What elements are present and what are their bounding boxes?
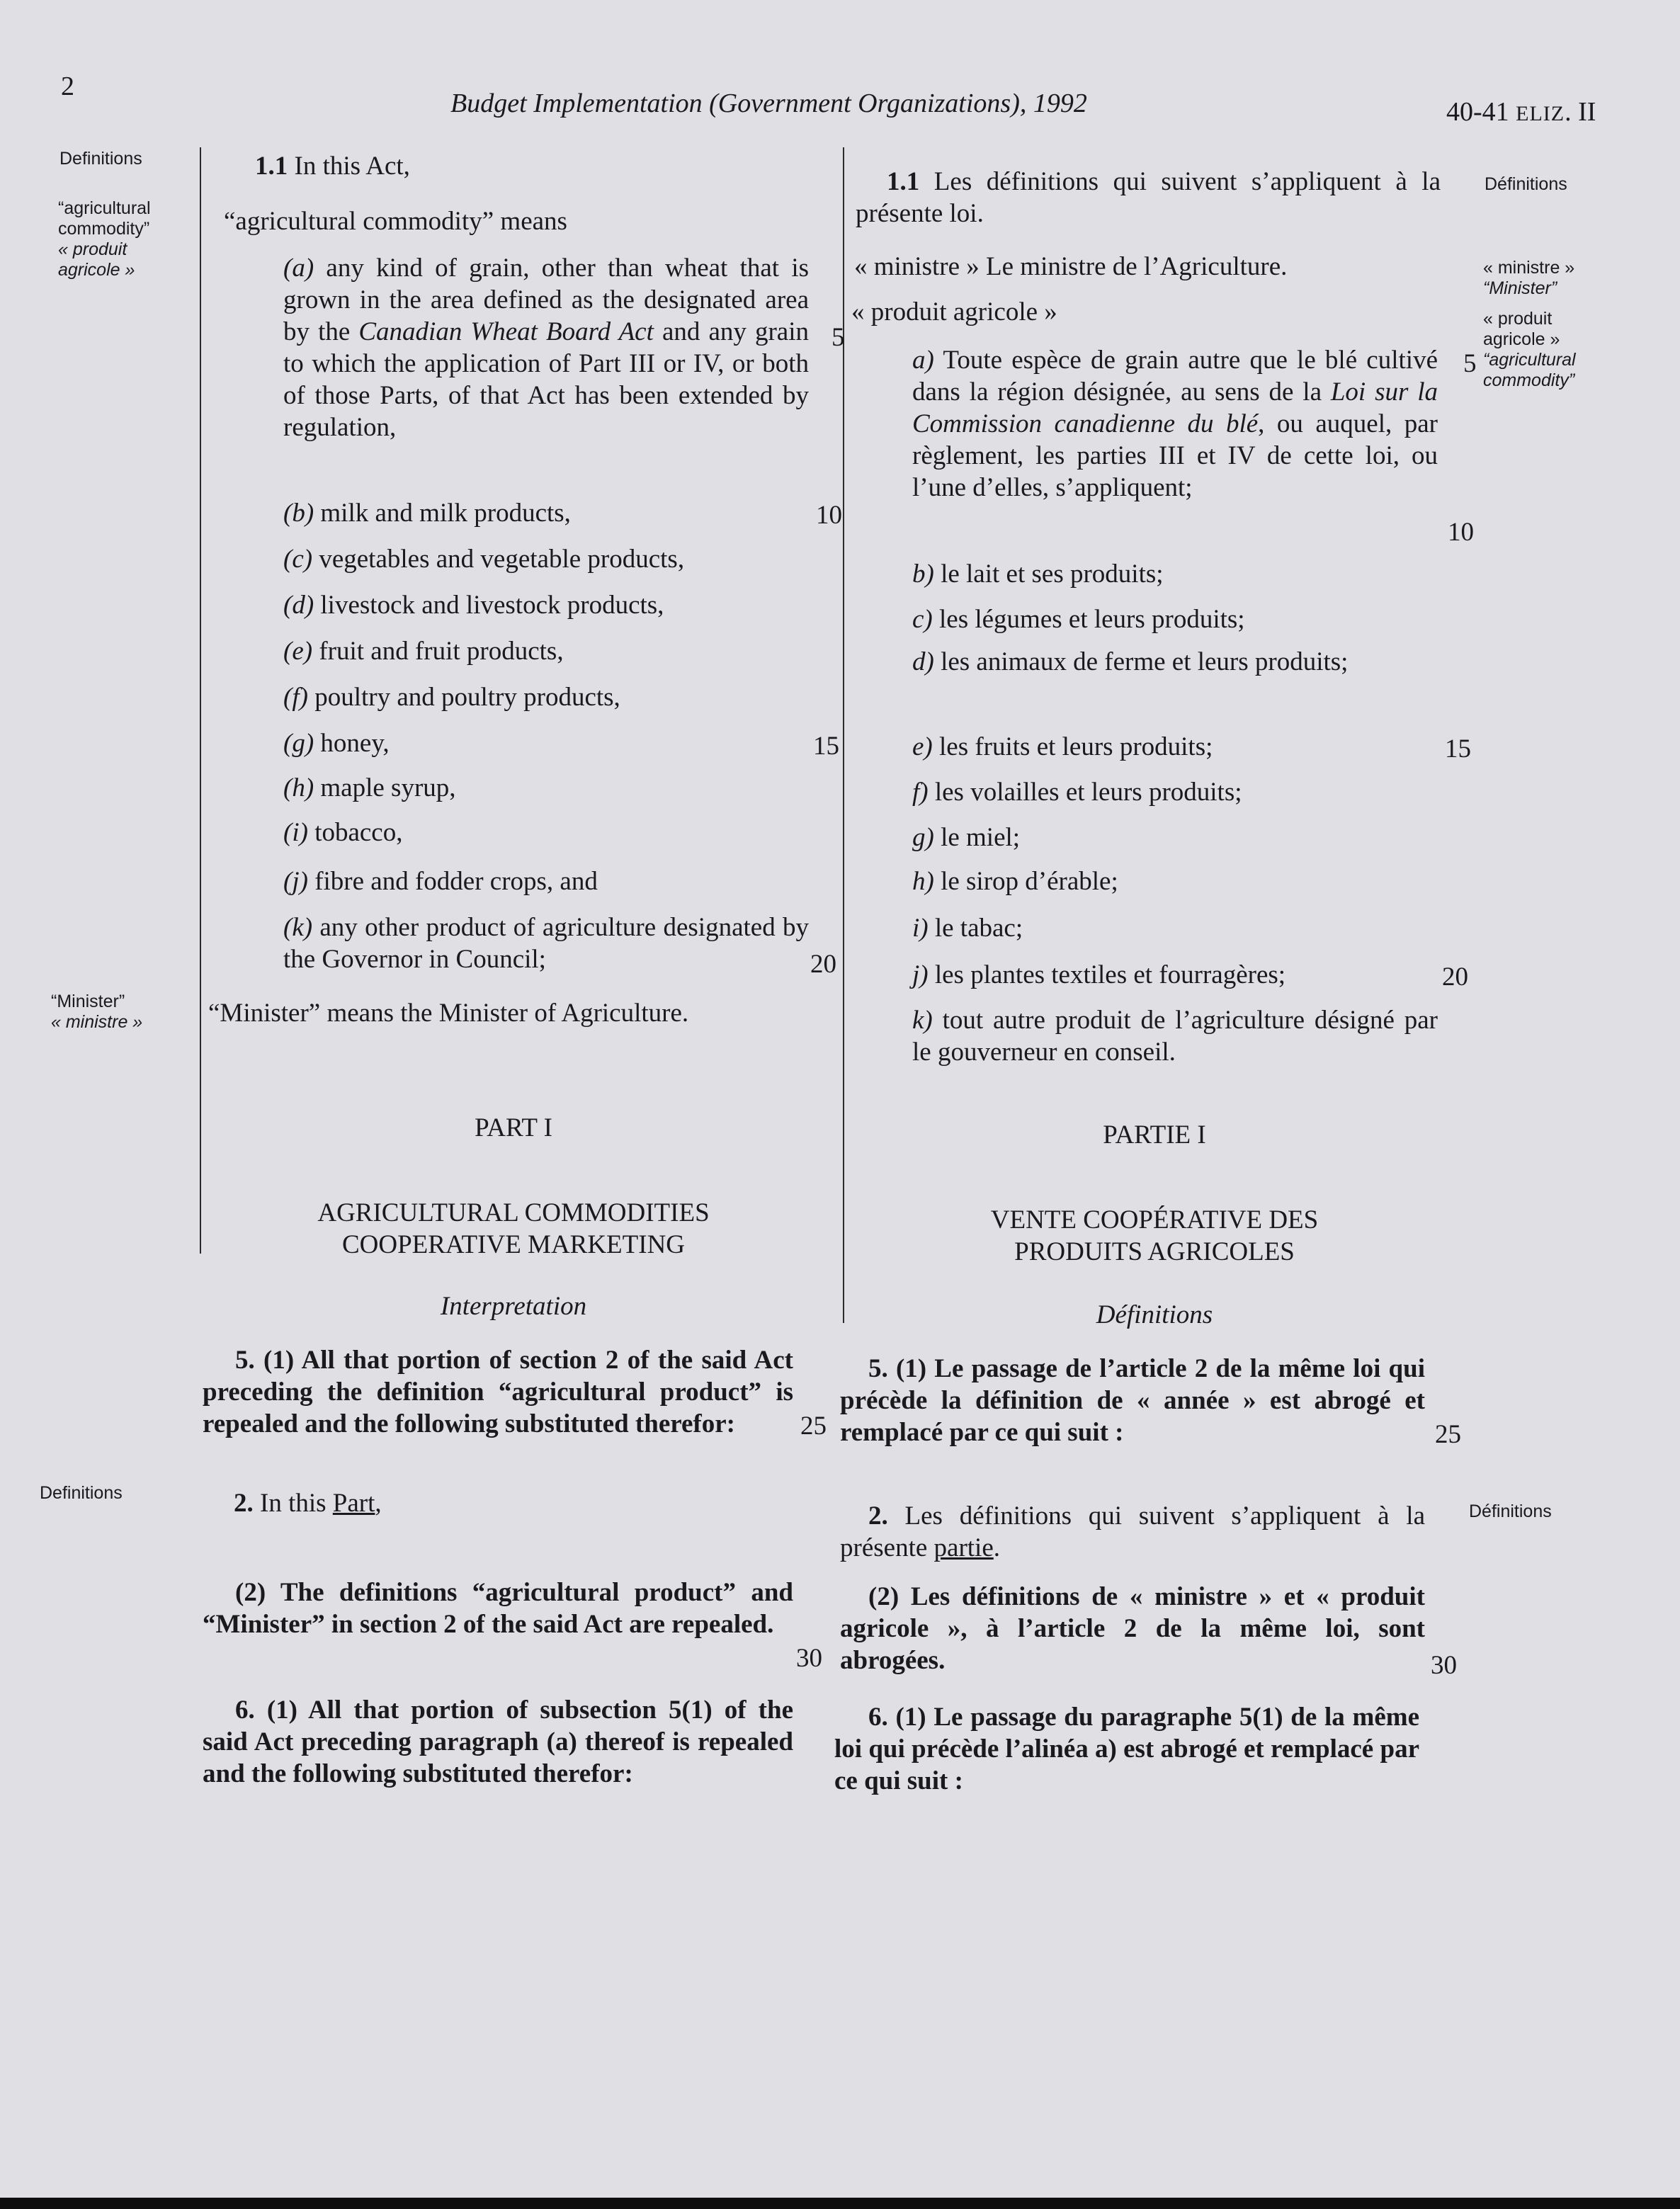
en-line-number-30: 30	[796, 1644, 822, 1673]
fr-line-number-5: 5	[1463, 349, 1477, 378]
fr-ministre-def: « ministre » Le ministre de l’Agriculture.	[854, 252, 1288, 281]
fr-section-2: 2. Les définitions qui suivent s’appliquent à la présente partie.	[840, 1501, 1425, 1562]
fr-item-k: k) tout autre produit de l’agriculture désigné par le gouverneur en conseil.	[912, 1006, 1438, 1067]
fr-definitions-heading: Définitions	[1096, 1300, 1213, 1329]
fr-item-c: c) les légumes et leurs produits;	[912, 605, 1245, 634]
en-section-1-1: 1.1 In this Act,	[255, 152, 410, 181]
en-part-title: AGRICULTURAL COMMODITIES COOPERATIVE MARKETING	[317, 1198, 710, 1259]
en-item-d: (d) livestock and livestock products,	[283, 591, 664, 620]
margin-note-minister: “Minister” « ministre »	[51, 992, 143, 1032]
en-item-h: (h) maple syrup,	[283, 773, 456, 802]
en-part-heading: PART I	[475, 1113, 552, 1142]
margin-note-definitions-2: Definitions	[40, 1483, 123, 1503]
fr-item-b: b) le lait et ses produits;	[912, 560, 1164, 589]
en-agricultural-commodity-def: “agricultural commodity” means	[224, 207, 567, 236]
en-item-k: (k) any other product of agriculture designated by the Governor in Council;	[283, 913, 809, 974]
en-item-c: (c) vegetables and vegetable products,	[283, 545, 685, 574]
margin-note-agricultural-commodity: “agricultural commodity” « produit agricole »	[58, 198, 151, 280]
bottom-edge-band	[0, 2198, 1680, 2209]
fr-item-d: d) les animaux de ferme et leurs produits;	[912, 647, 1349, 676]
en-item-b: (b) milk and milk products,	[283, 499, 571, 528]
en-section-6-1: 6. (1) All that portion of subsection 5(1) of the said Act preceding paragraph (a) thereof is repealed and the following substituted therefor:	[203, 1696, 793, 1788]
regnal-year: 40-41 ELIZ. II	[1446, 97, 1596, 127]
fr-line-number-30: 30	[1431, 1651, 1457, 1680]
fr-margin-note-ministre: « ministre » “Minister”	[1483, 258, 1575, 298]
fr-line-number-15: 15	[1445, 734, 1471, 763]
fr-produit-agricole-head: « produit agricole »	[851, 297, 1057, 326]
fr-item-j: j) les plantes textiles et fourragères;	[912, 960, 1286, 989]
fr-line-number-25: 25	[1435, 1420, 1461, 1449]
en-line-number-20: 20	[810, 950, 836, 979]
en-item-a: (a) any kind of grain, other than wheat that is grown in the area defined as the designated area by the Canadian Wheat Board Act and any grain to which the application of Part III or IV, or both of those Parts, of that Act has been extended by regulation,	[283, 254, 809, 442]
fr-line-number-20: 20	[1442, 962, 1468, 992]
en-line-number-5: 5	[832, 323, 845, 352]
en-section-5-1: 5. (1) All that portion of section 2 of the said Act preceding the definition “agricultural product” is repealed and the following substituted therefor:	[203, 1346, 793, 1438]
fr-section-5-2: (2) Les définitions de « ministre » et « produit agricole », à l’article 2 de la même loi, sont abrogées.	[840, 1582, 1425, 1675]
en-section-5-2: (2) The definitions “agricultural product” and “Minister” in section 2 of the said Act are repealed.	[203, 1578, 793, 1639]
fr-item-h: h) le sirop d’érable;	[912, 867, 1118, 896]
margin-note-definitions: Definitions	[59, 149, 142, 169]
fr-item-e: e) les fruits et leurs produits;	[912, 732, 1213, 761]
fr-margin-note-produit-agricole: « produit agricole » “agricultural commodity”	[1483, 309, 1576, 390]
en-item-i: (i) tobacco,	[283, 818, 403, 847]
fr-margin-note-definitions-2: Définitions	[1469, 1501, 1552, 1521]
en-item-j: (j) fibre and fodder crops, and	[283, 867, 598, 896]
page-number: 2	[61, 72, 74, 101]
left-column-rule	[200, 147, 201, 1254]
en-line-number-10: 10	[816, 501, 842, 530]
fr-part-heading: PARTIE I	[1103, 1120, 1206, 1149]
en-item-e: (e) fruit and fruit products,	[283, 637, 564, 666]
en-item-f: (f) poultry and poultry products,	[283, 683, 620, 712]
fr-line-number-10: 10	[1448, 518, 1474, 547]
en-line-number-25: 25	[800, 1412, 827, 1441]
en-line-number-15: 15	[813, 732, 839, 761]
fr-part-title: VENTE COOPÉRATIVE DES PRODUITS AGRICOLES	[990, 1205, 1319, 1266]
fr-section-5-1: 5. (1) Le passage de l’article 2 de la même loi qui précède la définition de « année » est abrogé et remplacé par ce qui suit :	[840, 1354, 1425, 1447]
fr-section-6-1: 6. (1) Le passage du paragraphe 5(1) de la même loi qui précède l’alinéa a) est abrogé et remplacé par ce qui suit :	[834, 1703, 1419, 1795]
fr-item-f: f) les volailles et leurs produits;	[912, 778, 1242, 807]
en-item-g: (g) honey,	[283, 729, 390, 758]
fr-item-g: g) le miel;	[912, 823, 1021, 852]
fr-item-i: i) le tabac;	[912, 914, 1023, 943]
en-minister-def: “Minister” means the Minister of Agriculture.	[208, 999, 689, 1028]
fr-section-1-1: 1.1 Les définitions qui suivent s’appliquent à la présente loi.	[856, 167, 1441, 228]
en-section-2: 2. In this Part,	[234, 1489, 382, 1518]
en-interpretation-heading: Interpretation	[440, 1292, 587, 1321]
running-title: Budget Implementation (Government Organizations), 1992	[450, 89, 1087, 118]
fr-item-a: a) Toute espèce de grain autre que le blé cultivé dans la région désignée, au sens de la Loi sur la Commission canadienne du blé, ou auquel, par règlement, les parties III et IV de cette loi, ou l’une d’elles, s’appliquent;	[912, 346, 1438, 502]
fr-margin-note-definitions: Définitions	[1485, 174, 1567, 194]
